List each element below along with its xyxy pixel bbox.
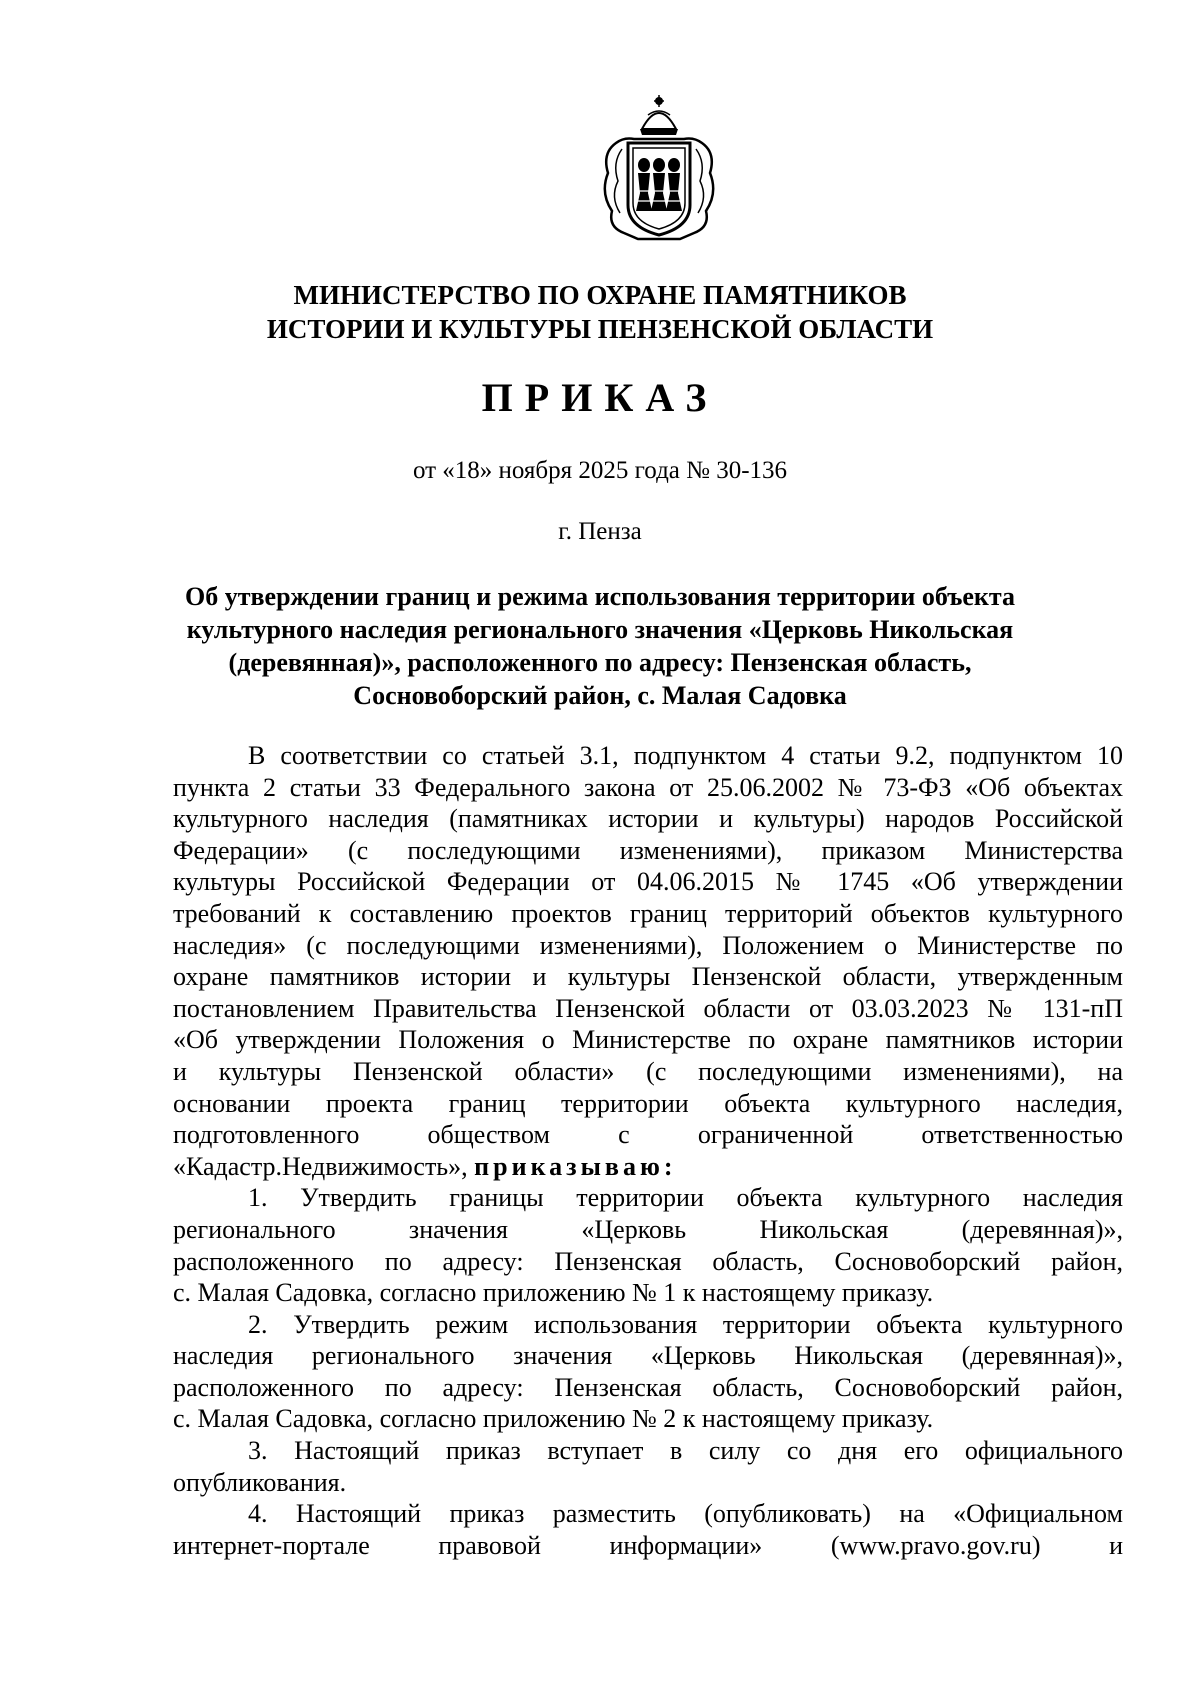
body-line: расположенного по адресу: Пензенская область, Сосновоборский район, [173,1372,1123,1402]
body-line: «Об утверждении Положения о Министерстве по охране памятников истории [173,1025,1123,1055]
body-line: основании проекта границ территории объекта культурного наследия, [173,1088,1123,1118]
body-line: 2. Утвердить режим использования территории объекта культурного [248,1309,1123,1339]
body-line: опубликования. [173,1467,347,1497]
subject-line: Об утверждении границ и режима использования территории объекта [185,582,1015,611]
subject-line: (деревянная)», расположенного по адресу: Пензенская область, [228,648,972,677]
body-line: с. Малая Садовка, согласно приложению № 1 к настоящему приказу. [173,1278,934,1308]
body-line: культуры Российской Федерации от 04.06.2015 № 1745 «Об утверждении [173,867,1123,897]
document-title: ПРИКАЗ [481,375,719,420]
subject-line: культурного наследия регионального значения «Церковь Никольская [186,615,1014,644]
order-word: приказываю: [474,1151,677,1181]
body-line: Федерации» (с последующими изменениями), приказом Министерства [173,835,1123,865]
document-date-number: от «18» ноября 2025 года № 30-136 [412,457,788,484]
document-city: г. Пенза [558,518,642,545]
subject-line: Сосновоборский район, с. Малая Садовка [353,681,847,710]
body-line: требований к составлению проектов границ территорий объектов культурного [173,898,1123,928]
ministry-name-line-2: ИСТОРИИ И КУЛЬТУРЫ ПЕНЗЕНСКОЙ ОБЛАСТИ [266,314,934,344]
body-line: 1. Утвердить границы территории объекта культурного наследия [248,1183,1123,1213]
order-item-3 [173,1435,1123,1498]
body-line: наследия регионального значения «Церковь Никольская (деревянная)», [173,1341,1123,1371]
body-line: 3. Настоящий приказ вступает в силу со дня его официального [248,1436,1123,1466]
body-line-order [173,1151,1123,1183]
body-line: наследия» (с последующими изменениями), Положением о Министерстве по [173,930,1123,960]
body-line: подготовленного обществом с ограниченной ответственностью [173,1120,1123,1150]
body-line: 4. Настоящий приказ разместить (опубликовать) на «Официальном [248,1499,1123,1529]
body-line: постановлением Правительства Пензенской области от 03.03.2023 № 131-пП [173,993,1123,1023]
body-line: В соответствии со статьей 3.1, подпунктом 4 статьи 9.2, подпунктом 10 [248,741,1123,770]
document-body [173,740,1123,1561]
order-item-4 [173,1498,1123,1561]
body-line: культурного наследия (памятниках истории и культуры) народов Российской [173,804,1123,834]
body-line: регионального значения «Церковь Никольская (деревянная)», [173,1214,1123,1244]
body-line: охране памятников истории и культуры Пензенской области, утвержденным [173,962,1123,992]
body-line: интернет-портале правовой информации» (www.pravo.gov.ru) и [173,1530,1123,1560]
body-line: и культуры Пензенской области» (с последующими изменениями), на [173,1056,1123,1086]
coat-of-arms-emblem [598,93,720,245]
order-item-1 [173,1182,1123,1308]
ministry-name-line-1: МИНИСТЕРСТВО ПО ОХРАНЕ ПАМЯТНИКОВ [293,280,907,310]
order-item-2 [173,1309,1123,1435]
body-line: с. Малая Садовка, согласно приложению № 2 к настоящему приказу. [173,1404,934,1434]
body-line: расположенного по адресу: Пензенская область, Сосновоборский район, [173,1246,1123,1276]
preamble-paragraph [173,740,1123,1182]
body-line-text: «Кадастр.Недвижимость», [173,1151,468,1181]
document-subject [160,580,1040,712]
body-line: пункта 2 статьи 33 Федерального закона от 25.06.2002 № 73-ФЗ «Об объектах [173,772,1123,802]
